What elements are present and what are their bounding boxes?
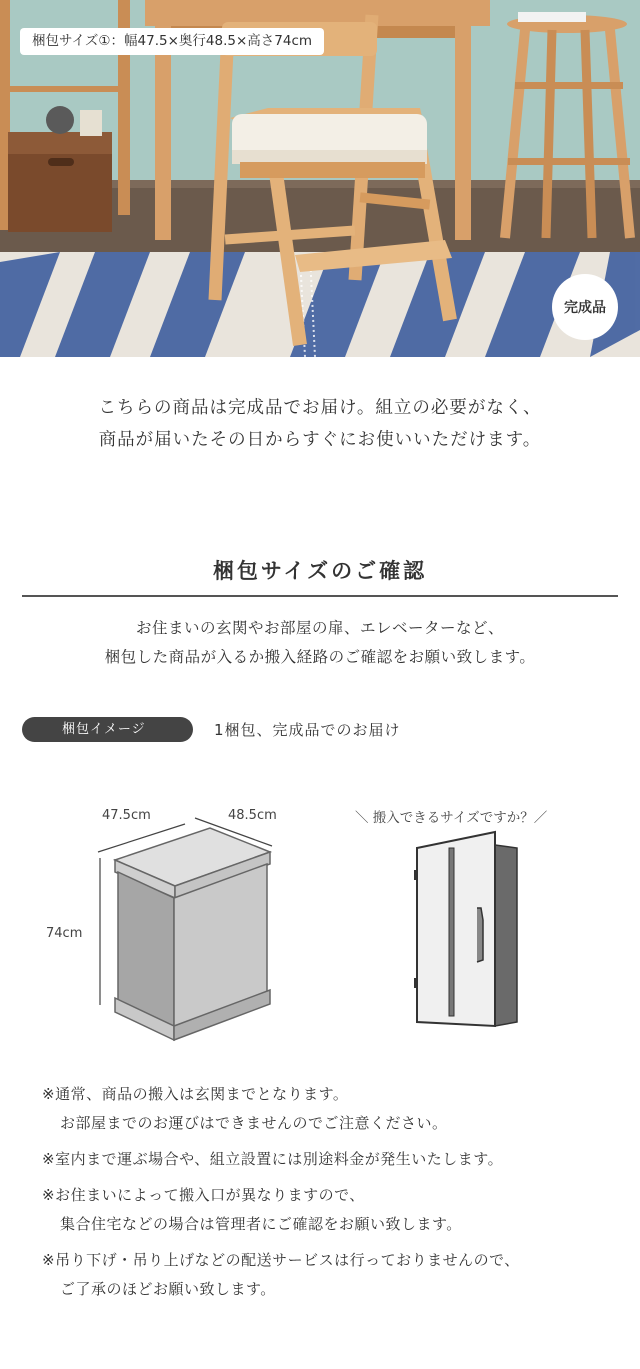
intro-text (0, 392, 640, 456)
section-divider (22, 595, 618, 597)
note-line: ※室内まで運ぶ場合や、組立設置には別途料金が発生いたします。 (42, 1150, 504, 1168)
package-box-diagram (40, 800, 290, 1054)
section-description (0, 614, 640, 672)
package-size-label: 梱包サイズ①：幅47.5×奥行48.5×高さ74cm (20, 28, 324, 55)
note-line: お部屋までのお運びはできませんのでご注意ください。 (60, 1114, 448, 1132)
completed-product-badge: 完成品 (552, 274, 618, 340)
width-dimension: 47.5cm (102, 808, 151, 823)
description-line: 梱包した商品が入るか搬入経路のご確認をお願い致します。 (104, 648, 536, 666)
intro-line: こちらの商品は完成品でお届け。組立の必要がなく、 (98, 398, 542, 418)
note-item (42, 1246, 622, 1304)
package-count-text: 1梱包、完成品でのお届け (214, 721, 401, 739)
package-image-label: 梱包イメージ (22, 717, 193, 742)
note-line: ご了承のほどお願い致します。 (60, 1280, 276, 1298)
hero-photo (0, 0, 640, 357)
depth-dimension: 48.5cm (228, 808, 277, 823)
door-illustration (345, 800, 575, 1040)
notes-list (42, 1080, 622, 1311)
note-line: ※吊り下げ・吊り上げなどの配送サービスは行っておりませんので、 (42, 1251, 520, 1269)
note-line: 集合住宅などの場合は管理者にご確認をお願い致します。 (60, 1215, 462, 1233)
note-item (42, 1181, 622, 1239)
box-illustration (40, 800, 290, 1050)
height-dimension: 74cm (46, 926, 83, 941)
note-item (42, 1080, 622, 1138)
section-title: 梱包サイズのご確認 (212, 559, 428, 583)
note-line: ※お住まいによって搬入口が異なりますので、 (42, 1186, 365, 1204)
door-caption: ＼ 搬入できるサイズですか？／ (355, 810, 548, 826)
note-line: ※通常、商品の搬入は玄関までとなります。 (42, 1085, 349, 1103)
note-item (42, 1145, 622, 1174)
intro-line: 商品が届いたその日からすぐにお使いいただけます。 (98, 430, 542, 450)
door-diagram (345, 800, 575, 1044)
description-line: お住まいの玄関やお部屋の扉、エレベーターなど、 (135, 619, 504, 637)
